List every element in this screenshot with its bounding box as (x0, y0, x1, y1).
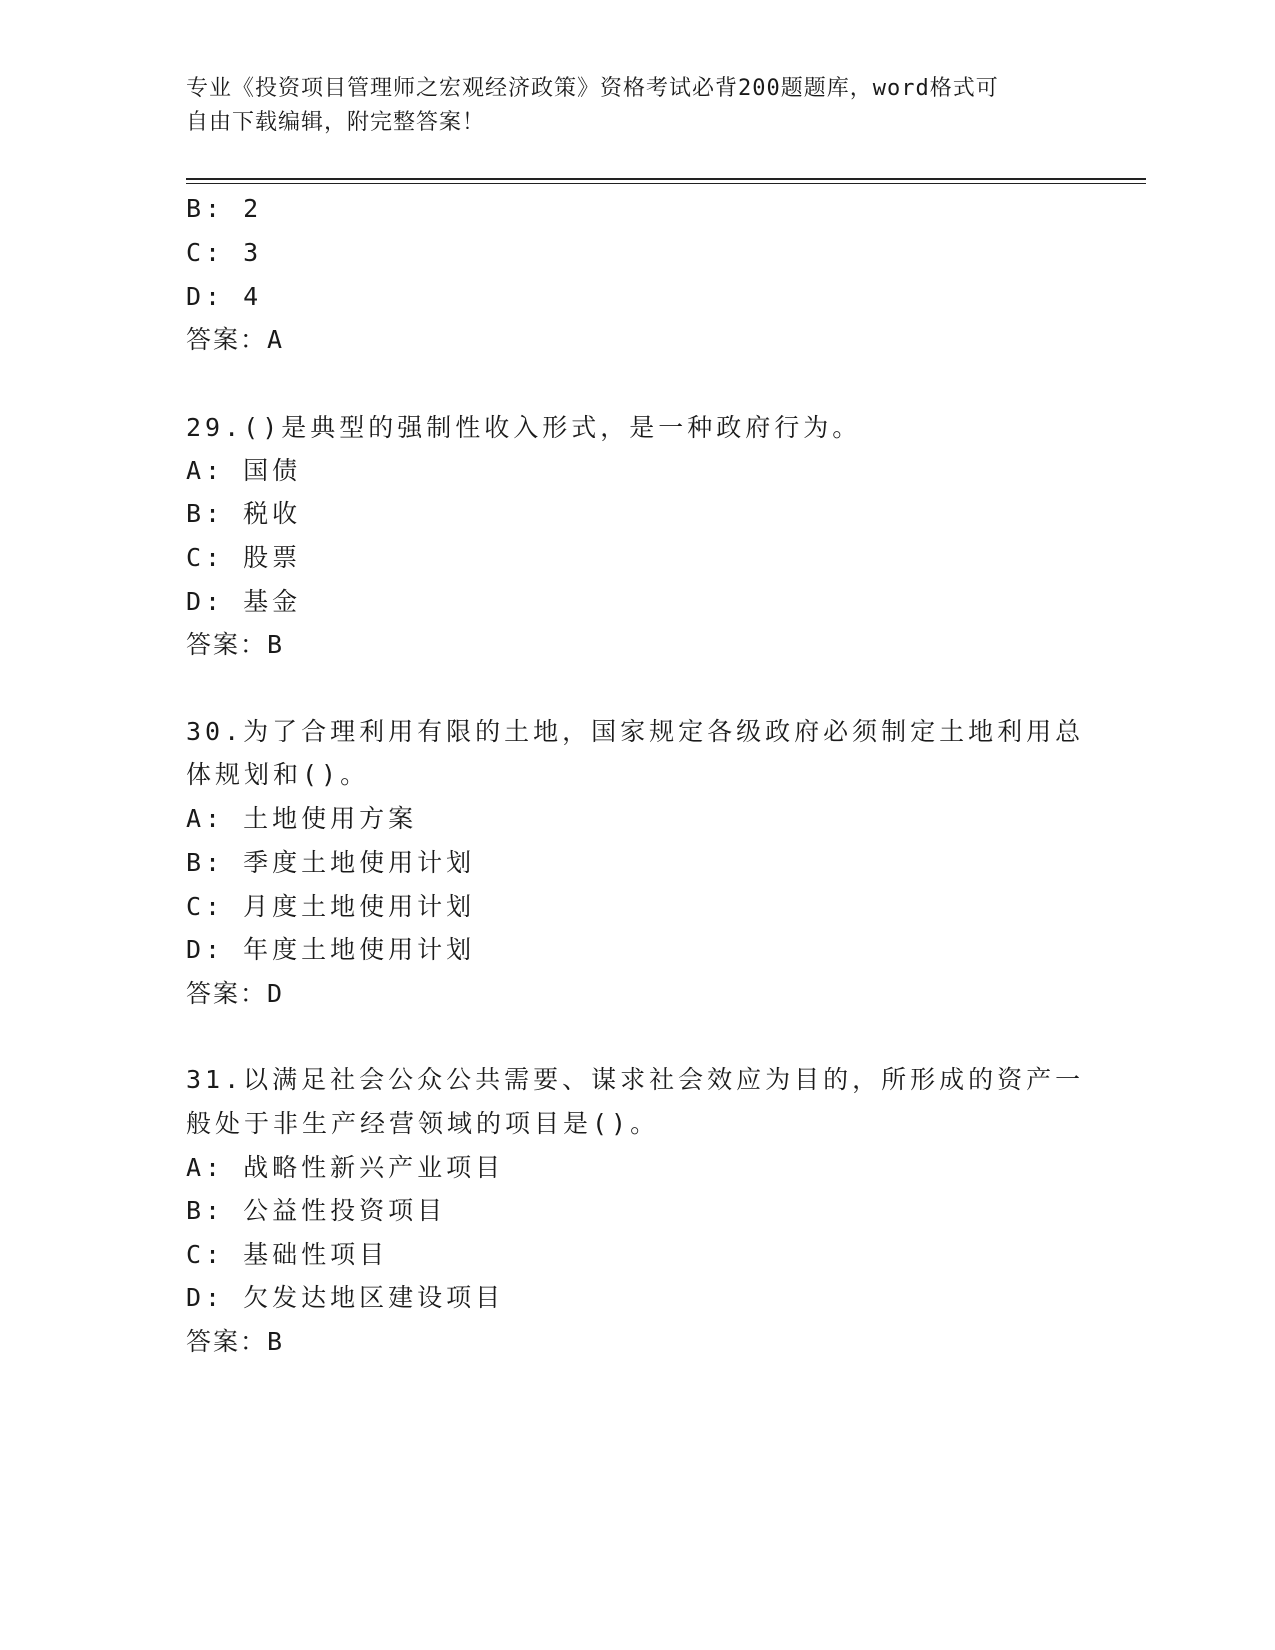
q31-stem-line-2: 般处于非生产经营领域的项目是()。 (186, 1109, 660, 1138)
q31-option-a: A: 战略性新兴产业项目 (186, 1153, 505, 1182)
q29-option-c: C: 股票 (186, 543, 302, 572)
q30-option-c: C: 月度土地使用计划 (186, 892, 476, 921)
q31-option-d: D: 欠发达地区建设项目 (186, 1283, 505, 1312)
q30-answer: 答案：D (186, 979, 285, 1008)
q30-option-d: D: 年度土地使用计划 (186, 935, 476, 964)
q31-option-b: B: 公益性投资项目 (186, 1196, 447, 1225)
header-line-2: 自由下载编辑，附完整答案！ (186, 110, 486, 135)
header-rule-thick (186, 178, 1146, 180)
header-rule-thin (186, 183, 1146, 184)
q31-stem-line-1: 31.以满足社会公众公共需要、谋求社会效应为目的，所形成的资产一 (186, 1065, 1085, 1094)
q31-answer: 答案：B (186, 1327, 285, 1356)
q30-stem-line-1: 30.为了合理利用有限的土地，国家规定各级政府必须制定土地利用总 (186, 717, 1085, 746)
q28-option-c: C: 3 (186, 238, 263, 267)
document-header (186, 72, 1066, 140)
header-line-1: 专业《投资项目管理师之宏观经济政策》资格考试必背200题题库，word格式可 (186, 76, 999, 101)
q29-option-a: A: 国债 (186, 456, 302, 485)
q30-stem-line-2: 体规划和()。 (186, 760, 370, 789)
q29-option-d: D: 基金 (186, 587, 302, 616)
q28-option-b: B: 2 (186, 194, 263, 223)
q29-answer: 答案：B (186, 630, 285, 659)
q30-option-b: B: 季度土地使用计划 (186, 848, 476, 877)
q29-option-b: B: 税收 (186, 499, 302, 528)
q30-option-a: A: 土地使用方案 (186, 804, 418, 833)
q29-stem: 29.()是典型的强制性收入形式，是一种政府行为。 (186, 413, 862, 442)
q31-option-c: C: 基础性项目 (186, 1240, 389, 1269)
q28-option-d: D: 4 (186, 282, 263, 311)
q28-answer: 答案：A (186, 325, 285, 354)
